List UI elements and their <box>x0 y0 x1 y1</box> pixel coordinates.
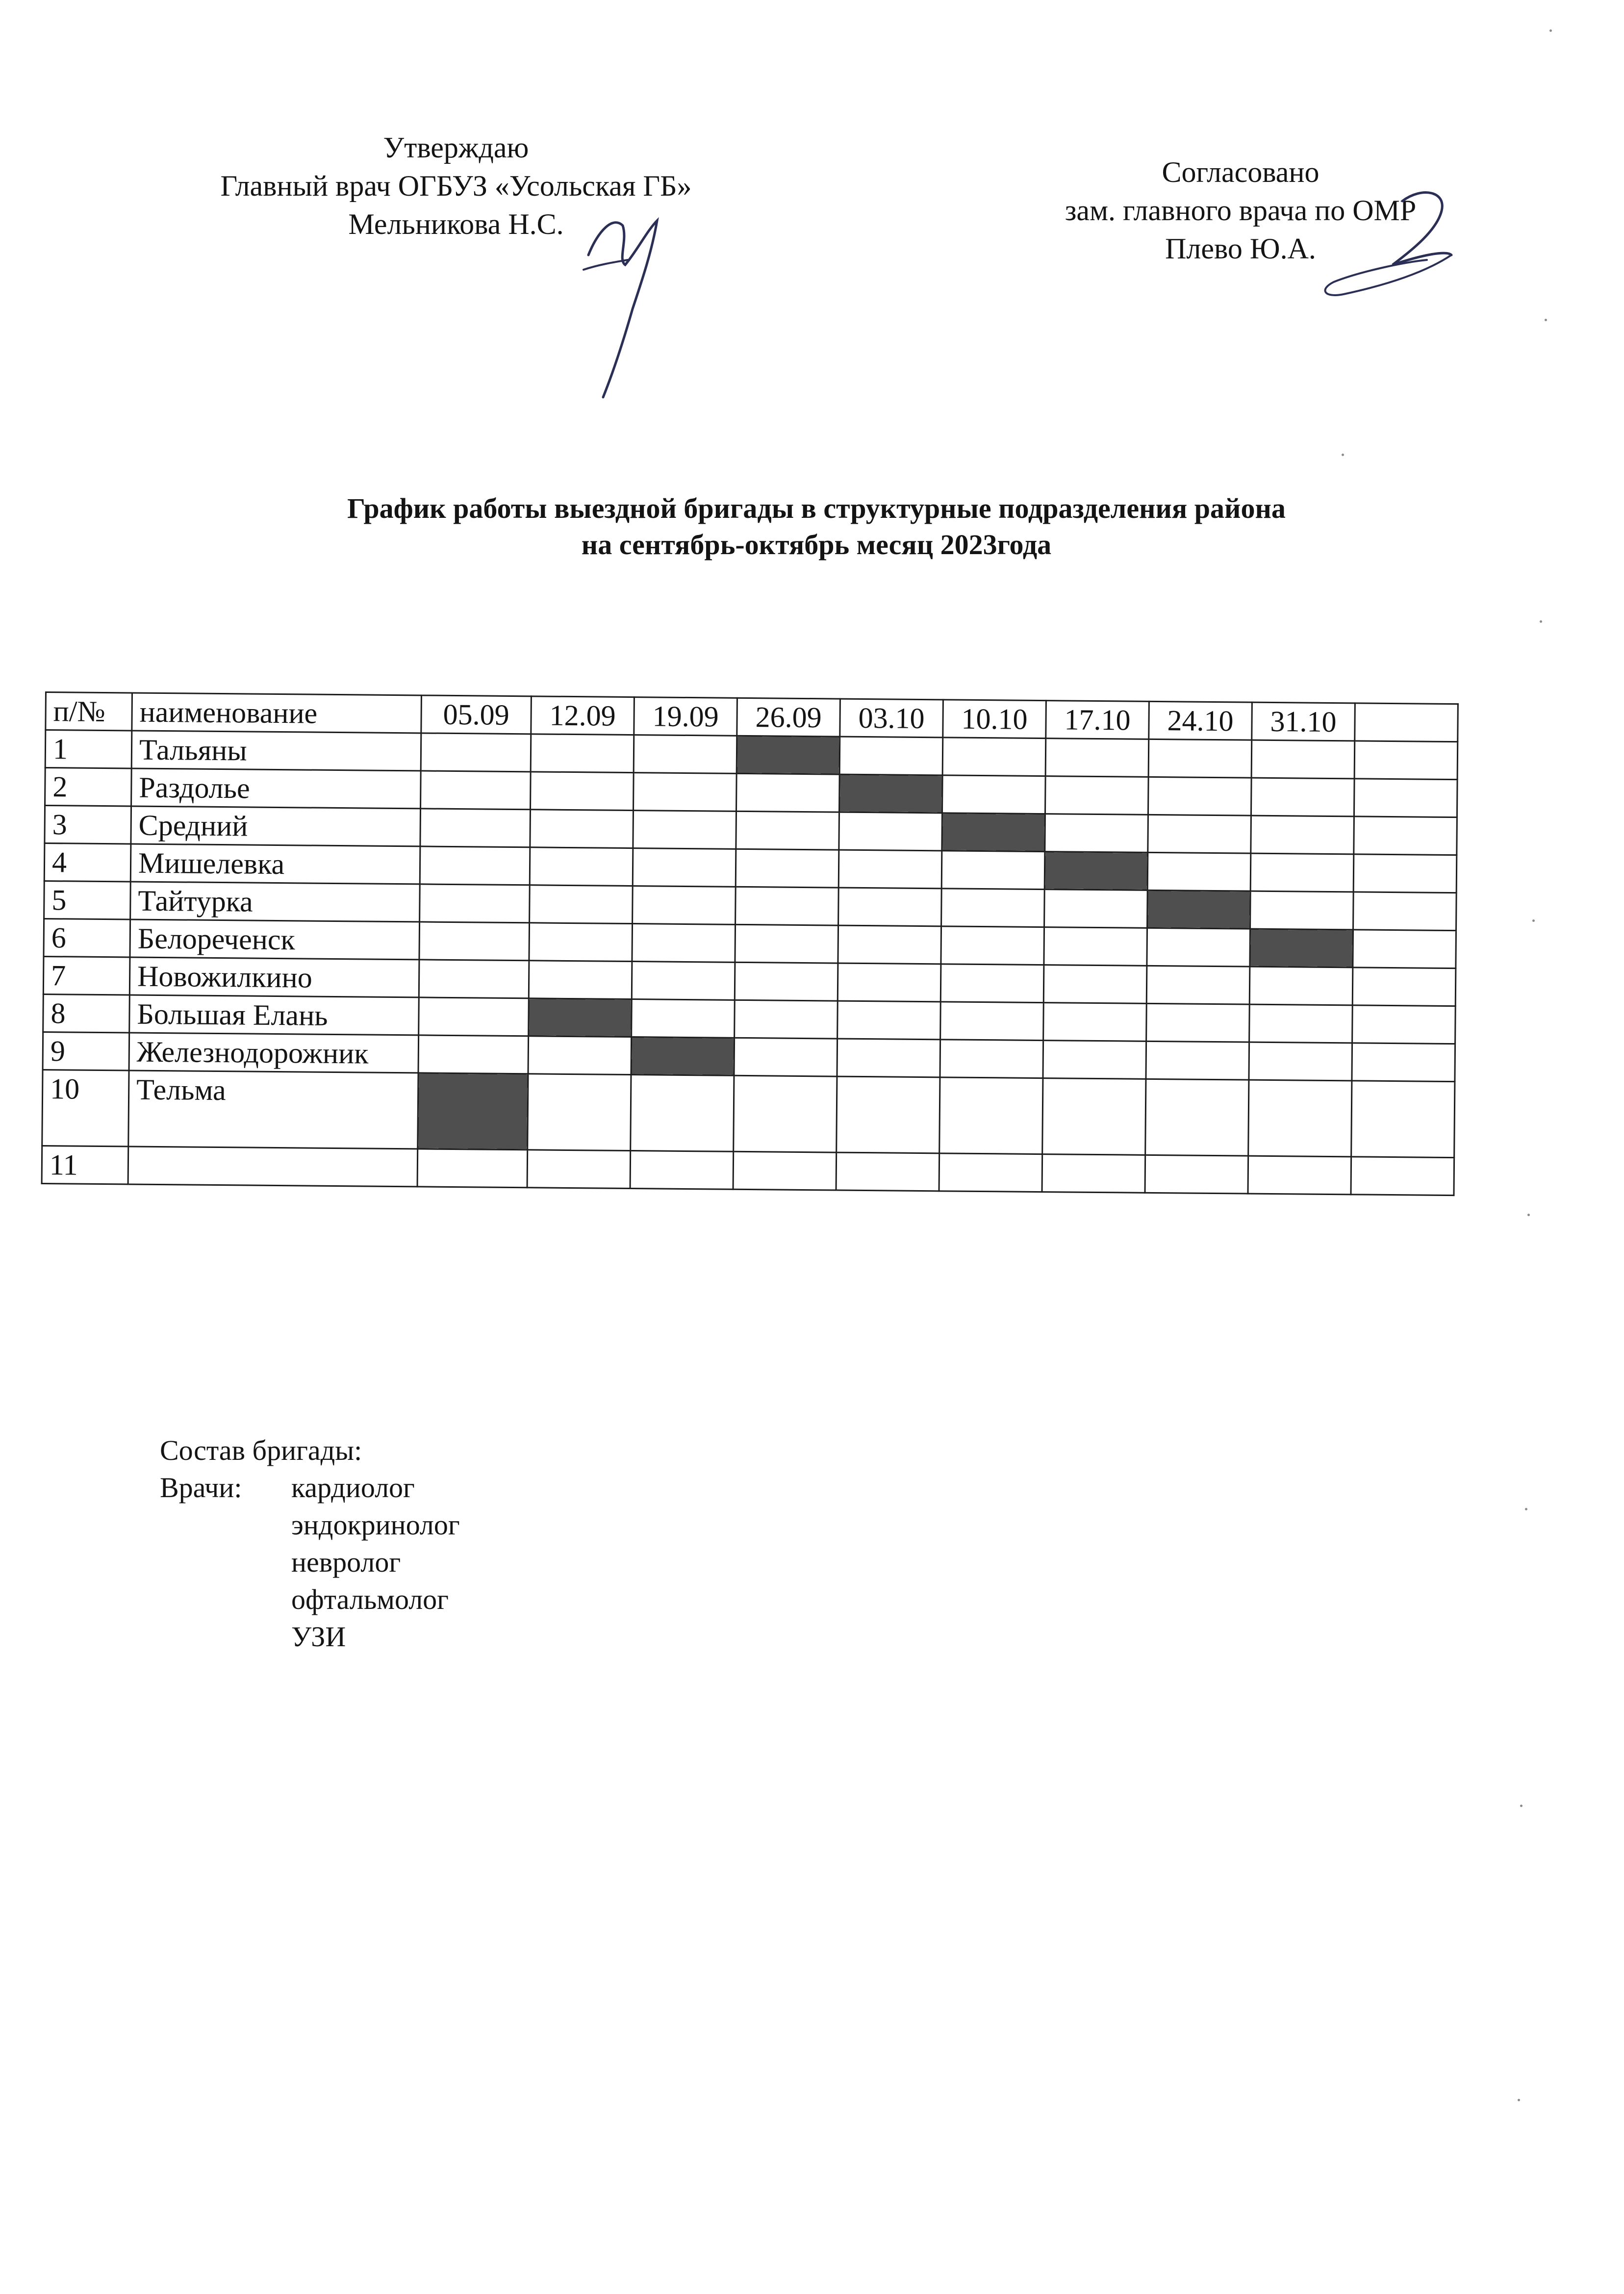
schedule-cell <box>736 849 839 888</box>
schedule-cell <box>1251 816 1354 854</box>
scan-speck <box>1532 919 1535 922</box>
doctor-item: кардиолог <box>291 1472 415 1504</box>
scan-speck <box>1525 1508 1527 1510</box>
header-number: п/№ <box>46 692 132 731</box>
schedule-cell <box>1043 965 1147 1004</box>
agreement-position: зам. главного врача по ОМР <box>1065 194 1417 227</box>
schedule-cell <box>530 885 633 924</box>
schedule-cell <box>528 1074 631 1151</box>
scan-speck <box>1540 620 1542 623</box>
schedule-cell <box>1352 968 1456 1006</box>
header-date: 19.09 <box>634 697 737 736</box>
schedule-cell <box>631 1075 734 1152</box>
header-name: наименование <box>132 693 422 733</box>
schedule-cell <box>420 884 530 923</box>
schedule-cell <box>942 775 1045 814</box>
signature-right-icon <box>1304 181 1461 309</box>
schedule-cell <box>420 809 531 847</box>
schedule-cell <box>1045 776 1148 815</box>
schedule-cell <box>530 810 634 848</box>
schedule-cell <box>633 811 736 849</box>
row-name: Железнодорожник <box>129 1033 419 1073</box>
schedule-cell <box>941 851 1045 890</box>
schedule-cell <box>837 1039 940 1077</box>
schedule-cell <box>632 962 735 1000</box>
visit-cell-filled <box>1147 890 1251 929</box>
schedule-table <box>41 691 1459 1196</box>
header-date: 17.10 <box>1046 701 1149 739</box>
schedule-cell <box>837 1076 940 1153</box>
schedule-cell <box>1249 1042 1352 1081</box>
title-line-1: График работы выездной бригады в структурные подразделения района <box>347 492 1286 524</box>
schedule-cell <box>735 962 838 1001</box>
schedule-cell <box>417 1149 528 1188</box>
row-name: Раздолье <box>131 768 421 809</box>
header-date: 10.10 <box>943 700 1046 739</box>
schedule-cell <box>633 848 736 887</box>
schedule-cell <box>736 773 840 812</box>
schedule-cell <box>1146 966 1250 1004</box>
header-date: 05.09 <box>421 695 532 734</box>
row-name: Белореченск <box>130 919 420 960</box>
header-date: 12.09 <box>531 696 634 735</box>
schedule-cell <box>838 925 941 964</box>
row-number: 9 <box>43 1032 129 1070</box>
schedule-cell <box>735 924 838 963</box>
schedule-cell <box>1147 852 1251 891</box>
schedule-cell <box>1146 1041 1249 1080</box>
visit-cell-filled <box>942 813 1045 852</box>
schedule-cell <box>630 1151 734 1190</box>
title-line-2: на сентябрь-октябрь месяц 2023года <box>581 529 1052 561</box>
schedule-cell <box>1251 778 1354 816</box>
row-name: Тайтурка <box>130 882 420 922</box>
schedule-cell <box>1148 815 1251 853</box>
schedule-cell <box>1147 928 1250 967</box>
schedule-cell <box>634 773 737 812</box>
row-name: Новожилкино <box>129 957 419 997</box>
schedule-cell <box>1351 1081 1455 1158</box>
row-number: 8 <box>43 994 130 1032</box>
schedule-cell <box>1354 816 1457 855</box>
schedule-cell <box>529 923 633 962</box>
schedule-cell <box>530 847 633 886</box>
schedule-cell <box>838 888 942 926</box>
agreement-person: Плево Ю.А. <box>1165 232 1316 265</box>
schedule-cell <box>1145 1155 1248 1194</box>
row-number: 1 <box>45 730 132 768</box>
doctor-item: УЗИ <box>291 1621 346 1653</box>
row-number: 11 <box>42 1146 128 1184</box>
schedule-cell <box>940 1040 1043 1078</box>
row-number: 3 <box>45 806 131 844</box>
schedule-cell <box>837 1001 941 1040</box>
doctor-item: невролог <box>291 1546 401 1578</box>
document-title <box>162 490 1471 563</box>
row-number: 2 <box>45 768 132 806</box>
row-name: Тельма <box>128 1071 418 1149</box>
schedule-cell <box>733 1151 837 1190</box>
doctor-item: офтальмолог <box>291 1583 449 1615</box>
approval-heading: Утверждаю <box>383 131 529 164</box>
schedule-cell <box>1043 1041 1146 1079</box>
schedule-cell <box>1353 854 1457 893</box>
row-number: 6 <box>44 918 130 957</box>
schedule-cell <box>836 1152 939 1191</box>
header-date: 03.10 <box>840 699 943 738</box>
schedule-cell <box>939 1153 1042 1192</box>
row-number: 10 <box>42 1070 129 1146</box>
schedule-cell <box>419 960 529 998</box>
visit-cell-filled <box>631 1037 735 1076</box>
schedule-cell <box>1044 927 1147 966</box>
schedule-cell <box>1353 930 1456 969</box>
visit-cell-filled <box>736 736 840 774</box>
schedule-cell <box>1148 739 1252 778</box>
row-name: Мишелевка <box>130 844 420 884</box>
brigade-staff <box>160 1432 460 1656</box>
schedule-cell <box>418 1035 529 1074</box>
schedule-cell <box>734 1038 837 1076</box>
header-date: 24.10 <box>1149 701 1252 740</box>
schedule-cell <box>529 961 632 999</box>
schedule-cell <box>421 771 531 810</box>
staff-heading: Состав бригады: <box>160 1434 362 1466</box>
schedule-cell <box>421 733 531 772</box>
schedule-cell <box>419 997 529 1036</box>
schedule-cell <box>632 999 735 1038</box>
header-date: 26.09 <box>737 698 840 737</box>
doctors-label: Врачи: <box>160 1472 242 1504</box>
schedule-cell <box>839 737 943 775</box>
schedule-cell <box>941 926 1044 965</box>
table-row <box>42 1070 1455 1157</box>
schedule-cell <box>1249 1004 1353 1043</box>
doctor-item: эндокринолог <box>291 1509 460 1541</box>
scan-speck <box>1527 1214 1530 1216</box>
approval-position: Главный врач ОГБУЗ «Усольская ГБ» <box>220 170 692 202</box>
schedule-cell <box>1249 967 1353 1005</box>
schedule-cell <box>1250 891 1354 930</box>
visit-cell-filled <box>839 774 942 813</box>
schedule-cell <box>839 812 942 851</box>
schedule-cell <box>419 922 530 961</box>
schedule-cell <box>632 924 736 963</box>
schedule-cell <box>1148 777 1251 816</box>
schedule-cell <box>634 735 737 774</box>
schedule-cell <box>940 964 1044 1003</box>
scan-speck <box>1549 29 1552 32</box>
row-number: 4 <box>44 843 131 882</box>
schedule-cell <box>736 811 839 850</box>
row-number: 5 <box>44 881 131 919</box>
row-name: Средний <box>131 806 421 846</box>
row-name <box>128 1147 418 1187</box>
schedule-cell <box>1044 890 1148 928</box>
schedule-cell <box>633 886 736 925</box>
schedule-cell <box>942 738 1046 776</box>
schedule-cell <box>1354 779 1457 817</box>
schedule-cell <box>734 1075 837 1152</box>
signature-left-icon <box>579 196 686 402</box>
schedule-cell <box>531 734 634 773</box>
schedule-cell <box>1045 739 1149 777</box>
schedule-cell <box>838 850 942 889</box>
row-name: Большая Елань <box>129 995 419 1035</box>
schedule-cell <box>1353 892 1457 931</box>
schedule-cell <box>1250 853 1354 892</box>
schedule-cell <box>1251 740 1355 779</box>
schedule-cell <box>736 887 839 925</box>
schedule-cell <box>420 846 530 885</box>
schedule-cell <box>1042 1154 1145 1193</box>
visit-cell-filled <box>418 1073 528 1150</box>
schedule-cell <box>527 1150 631 1189</box>
scan-speck <box>1518 2099 1520 2101</box>
schedule-cell <box>528 1036 632 1075</box>
schedule-cell <box>1043 1003 1147 1042</box>
schedule-cell <box>1045 814 1148 853</box>
row-name: Тальяны <box>131 731 421 771</box>
schedule-cell <box>531 772 634 811</box>
schedule-cell <box>1352 1005 1456 1044</box>
schedule-cell <box>1145 1079 1249 1156</box>
schedule-cell <box>837 963 941 1002</box>
visit-cell-filled <box>1250 929 1353 968</box>
schedule-cell <box>735 1000 838 1039</box>
schedule-cell <box>1354 741 1458 780</box>
schedule-cell <box>939 1077 1043 1154</box>
scan-speck <box>1520 1805 1522 1807</box>
schedule-cell <box>1352 1043 1455 1082</box>
schedule-cell <box>1042 1078 1146 1155</box>
schedule-cell <box>941 889 1045 927</box>
scan-speck <box>1342 454 1344 456</box>
visit-cell-filled <box>1044 852 1148 891</box>
schedule-cell <box>1146 1003 1250 1042</box>
agreement-heading: Согласовано <box>1162 156 1320 188</box>
schedule-cell <box>1351 1157 1454 1196</box>
header-date: 31.10 <box>1252 702 1355 741</box>
visit-cell-filled <box>529 998 632 1037</box>
row-number: 7 <box>43 956 130 994</box>
scan-speck <box>1545 319 1547 321</box>
schedule-cell <box>940 1002 1044 1041</box>
header-date <box>1355 703 1458 742</box>
schedule-cell <box>1248 1080 1352 1157</box>
approval-person: Мельникова Н.С. <box>348 208 564 240</box>
schedule-cell <box>1248 1156 1351 1195</box>
